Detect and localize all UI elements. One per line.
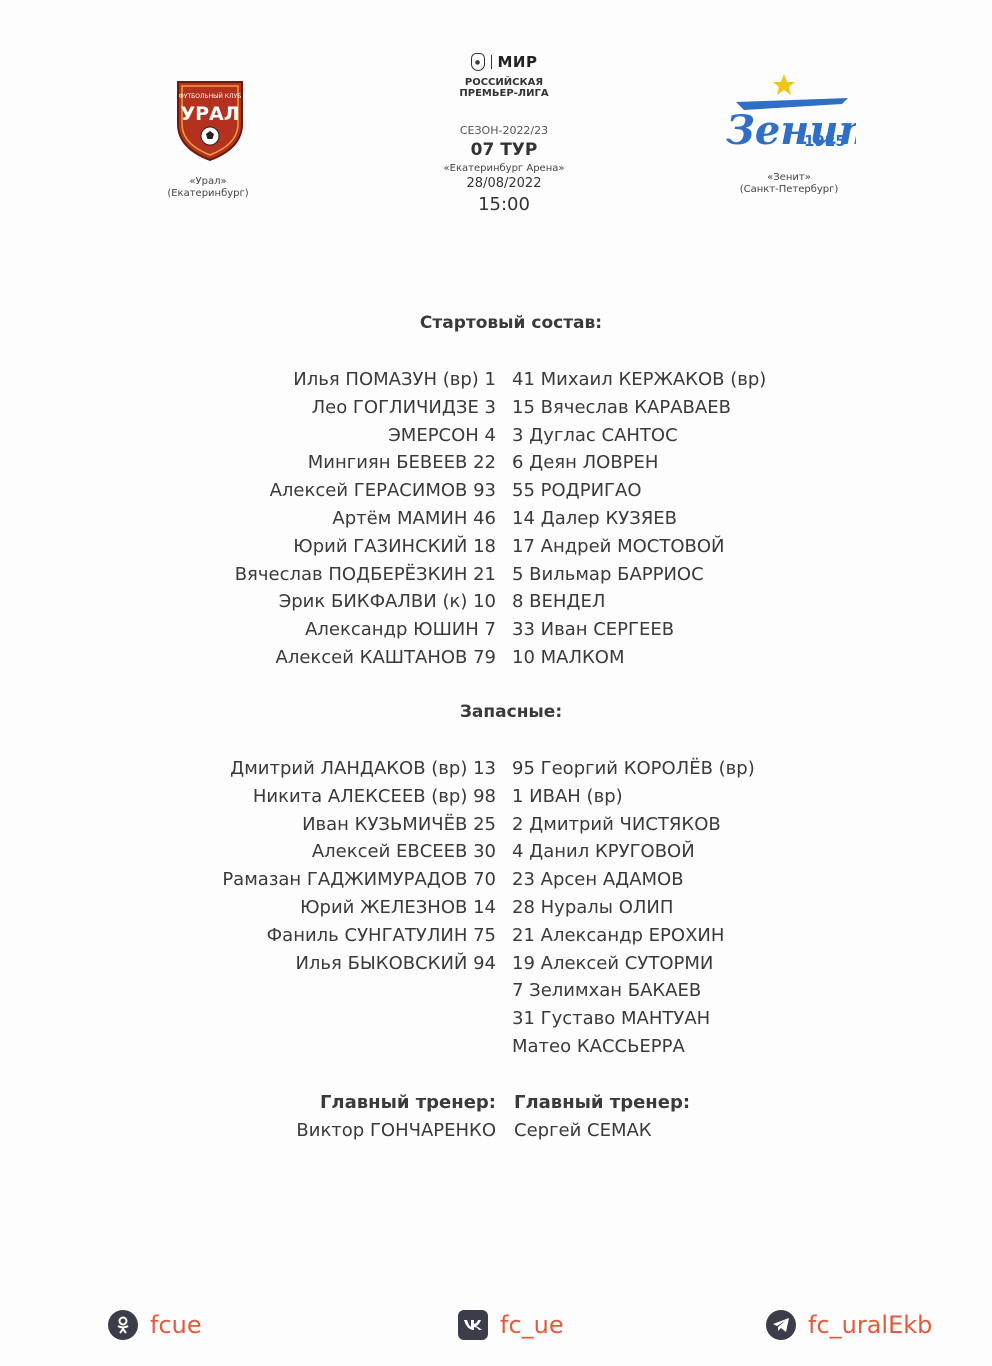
list-item: 15 Вячеслав КАРАВАЕВ — [512, 396, 731, 418]
list-item: Эрик БИКФАЛВИ (к) 10 — [278, 591, 496, 613]
zenit-logo — [718, 70, 856, 166]
list-item: 8 ВЕНДЕЛ — [512, 591, 606, 613]
list-item: 10 МАЛКОМ — [512, 646, 625, 668]
list-item: Алексей ГЕРАСИМОВ 93 — [269, 480, 496, 502]
list-item: 41 Михаил КЕРЖАКОВ (вр) — [512, 369, 767, 390]
substitutes-title: Запасные: — [459, 702, 563, 722]
list-item: Лео ГОГЛИЧИДЗЕ 3 — [311, 396, 496, 418]
list-item: Мингиян БЕВЕЕВ 22 — [307, 452, 496, 474]
home-team-caption — [148, 176, 268, 200]
social-vk[interactable] — [458, 1310, 564, 1340]
list-item: 14 Далер КУЗЯЕВ — [512, 507, 677, 529]
away-starting-list — [512, 366, 766, 672]
list-item: Алексей КАШТАНОВ 79 — [275, 646, 496, 668]
list-item: Илья БЫКОВСКИЙ 94 — [295, 952, 496, 974]
sponsor-logo: МИР — [497, 53, 538, 71]
list-item: 28 Нуралы ОЛИП — [512, 896, 674, 918]
list-item: 2 Дмитрий ЧИСТЯКОВ — [512, 813, 721, 835]
ural-logo-text: УРАЛ — [180, 103, 240, 125]
star-icon — [773, 74, 795, 95]
list-item: Никита АЛЕКСЕЕВ (вр) 98 — [252, 785, 496, 807]
list-item: 31 Густаво МАНТУАН — [512, 1008, 711, 1030]
list-item: Илья ПОМАЗУН (вр) 1 — [293, 369, 496, 390]
away-coach-name: Сергей СЕМАК — [514, 1120, 652, 1141]
list-item: 7 Зелимхан БАКАЕВ — [512, 980, 702, 1002]
list-item: 17 Андрей МОСТОВОЙ — [512, 535, 725, 557]
odnoklassniki-handle[interactable]: fcue — [150, 1311, 202, 1339]
ural-logo-top-text: ФУТБОЛЬНЫЙ КЛУБ — [178, 93, 242, 100]
ural-logo — [170, 78, 250, 162]
away-team-name: «Зенит» — [767, 172, 811, 183]
vk-icon — [458, 1310, 488, 1340]
social-odnoklassniki[interactable] — [108, 1310, 202, 1340]
league-name — [400, 77, 608, 99]
list-item: 55 РОДРИГАО — [512, 480, 642, 502]
away-team-city: (Санкт-Петербург) — [739, 184, 839, 195]
list-item: Иван КУЗЬМИЧЁВ 25 — [302, 813, 496, 835]
away-subs-list — [512, 755, 755, 1061]
home-coach-name: Виктор ГОНЧАРЕНКО — [296, 1120, 496, 1141]
home-team-city: (Екатеринбург) — [167, 188, 249, 199]
list-item: Фаниль СУНГАТУЛИН 75 — [266, 924, 496, 946]
list-item: 6 Деян ЛОВРЕН — [512, 452, 659, 474]
league-logo — [400, 50, 608, 74]
rpl-shield-icon: ● — [471, 53, 485, 71]
list-item: 4 Данил КРУГОВОЙ — [512, 841, 695, 863]
match-time: 15:00 — [478, 194, 530, 215]
list-item: Юрий ГАЗИНСКИЙ 18 — [293, 535, 496, 557]
list-item: 5 Вильмар БАРРИОС — [512, 563, 704, 585]
list-item: 21 Александр ЕРОХИН — [512, 924, 725, 946]
home-starting-list — [235, 366, 496, 672]
list-item: Юрий ЖЕЛЕЗНОВ 14 — [300, 896, 496, 918]
home-subs-list — [222, 755, 496, 977]
list-item: Рамазан ГАДЖИМУРАДОВ 70 — [222, 869, 496, 891]
league-name-line1: РОССИЙСКАЯ — [464, 77, 544, 88]
home-team-name: «Урал» — [189, 176, 227, 187]
list-item: 19 Алексей СУТОРМИ — [512, 952, 714, 974]
zenit-logo-year: 1925 — [804, 132, 846, 150]
match-date: 28/08/2022 — [466, 176, 542, 191]
list-item: Алексей ЕВСЕЕВ 30 — [311, 841, 496, 863]
list-item: 33 Иван СЕРГЕЕВ — [512, 619, 675, 641]
vk-handle[interactable]: fc_ue — [500, 1311, 564, 1339]
telegram-handle[interactable]: fc_uralEkb — [808, 1311, 933, 1339]
away-coach-label: Главный тренер: — [514, 1092, 691, 1113]
home-coach-label: Главный тренер: — [319, 1092, 496, 1113]
list-item: Вячеслав ПОДБЕРЁЗКИН 21 — [234, 563, 496, 585]
list-item: 95 Георгий КОРОЛЁВ (вр) — [512, 758, 755, 779]
season: СЕЗОН-2022/23 — [459, 124, 549, 137]
starting-lineup-title: Стартовый состав: — [419, 313, 603, 333]
list-item: 23 Арсен АДАМОВ — [512, 869, 684, 891]
list-item: Александр ЮШИН 7 — [305, 619, 496, 641]
home-coach — [296, 1089, 496, 1145]
away-team-caption — [728, 172, 850, 196]
round: 07 ТУР — [470, 140, 538, 160]
list-item: ЭМЕРСОН 4 — [388, 424, 496, 446]
list-item: 3 Дуглас САНТОС — [512, 424, 678, 446]
league-name-line2: ПРЕМЬЕР-ЛИГА — [459, 88, 549, 99]
social-telegram[interactable] — [766, 1310, 932, 1340]
away-coach — [514, 1089, 690, 1145]
telegram-icon — [766, 1310, 796, 1340]
match-info — [400, 50, 608, 215]
odnoklassniki-icon — [108, 1310, 138, 1340]
list-item: Матео КАССЬЕРРА — [512, 1035, 685, 1057]
list-item: 1 ИВАН (вр) — [512, 785, 623, 807]
list-item: Дмитрий ЛАНДАКОВ (вр) 13 — [230, 758, 496, 779]
stadium: «Екатеринбург Арена» — [443, 163, 565, 174]
list-item: Артём МАМИН 46 — [332, 507, 496, 529]
zenit-logo-text: Зени — [726, 107, 839, 154]
